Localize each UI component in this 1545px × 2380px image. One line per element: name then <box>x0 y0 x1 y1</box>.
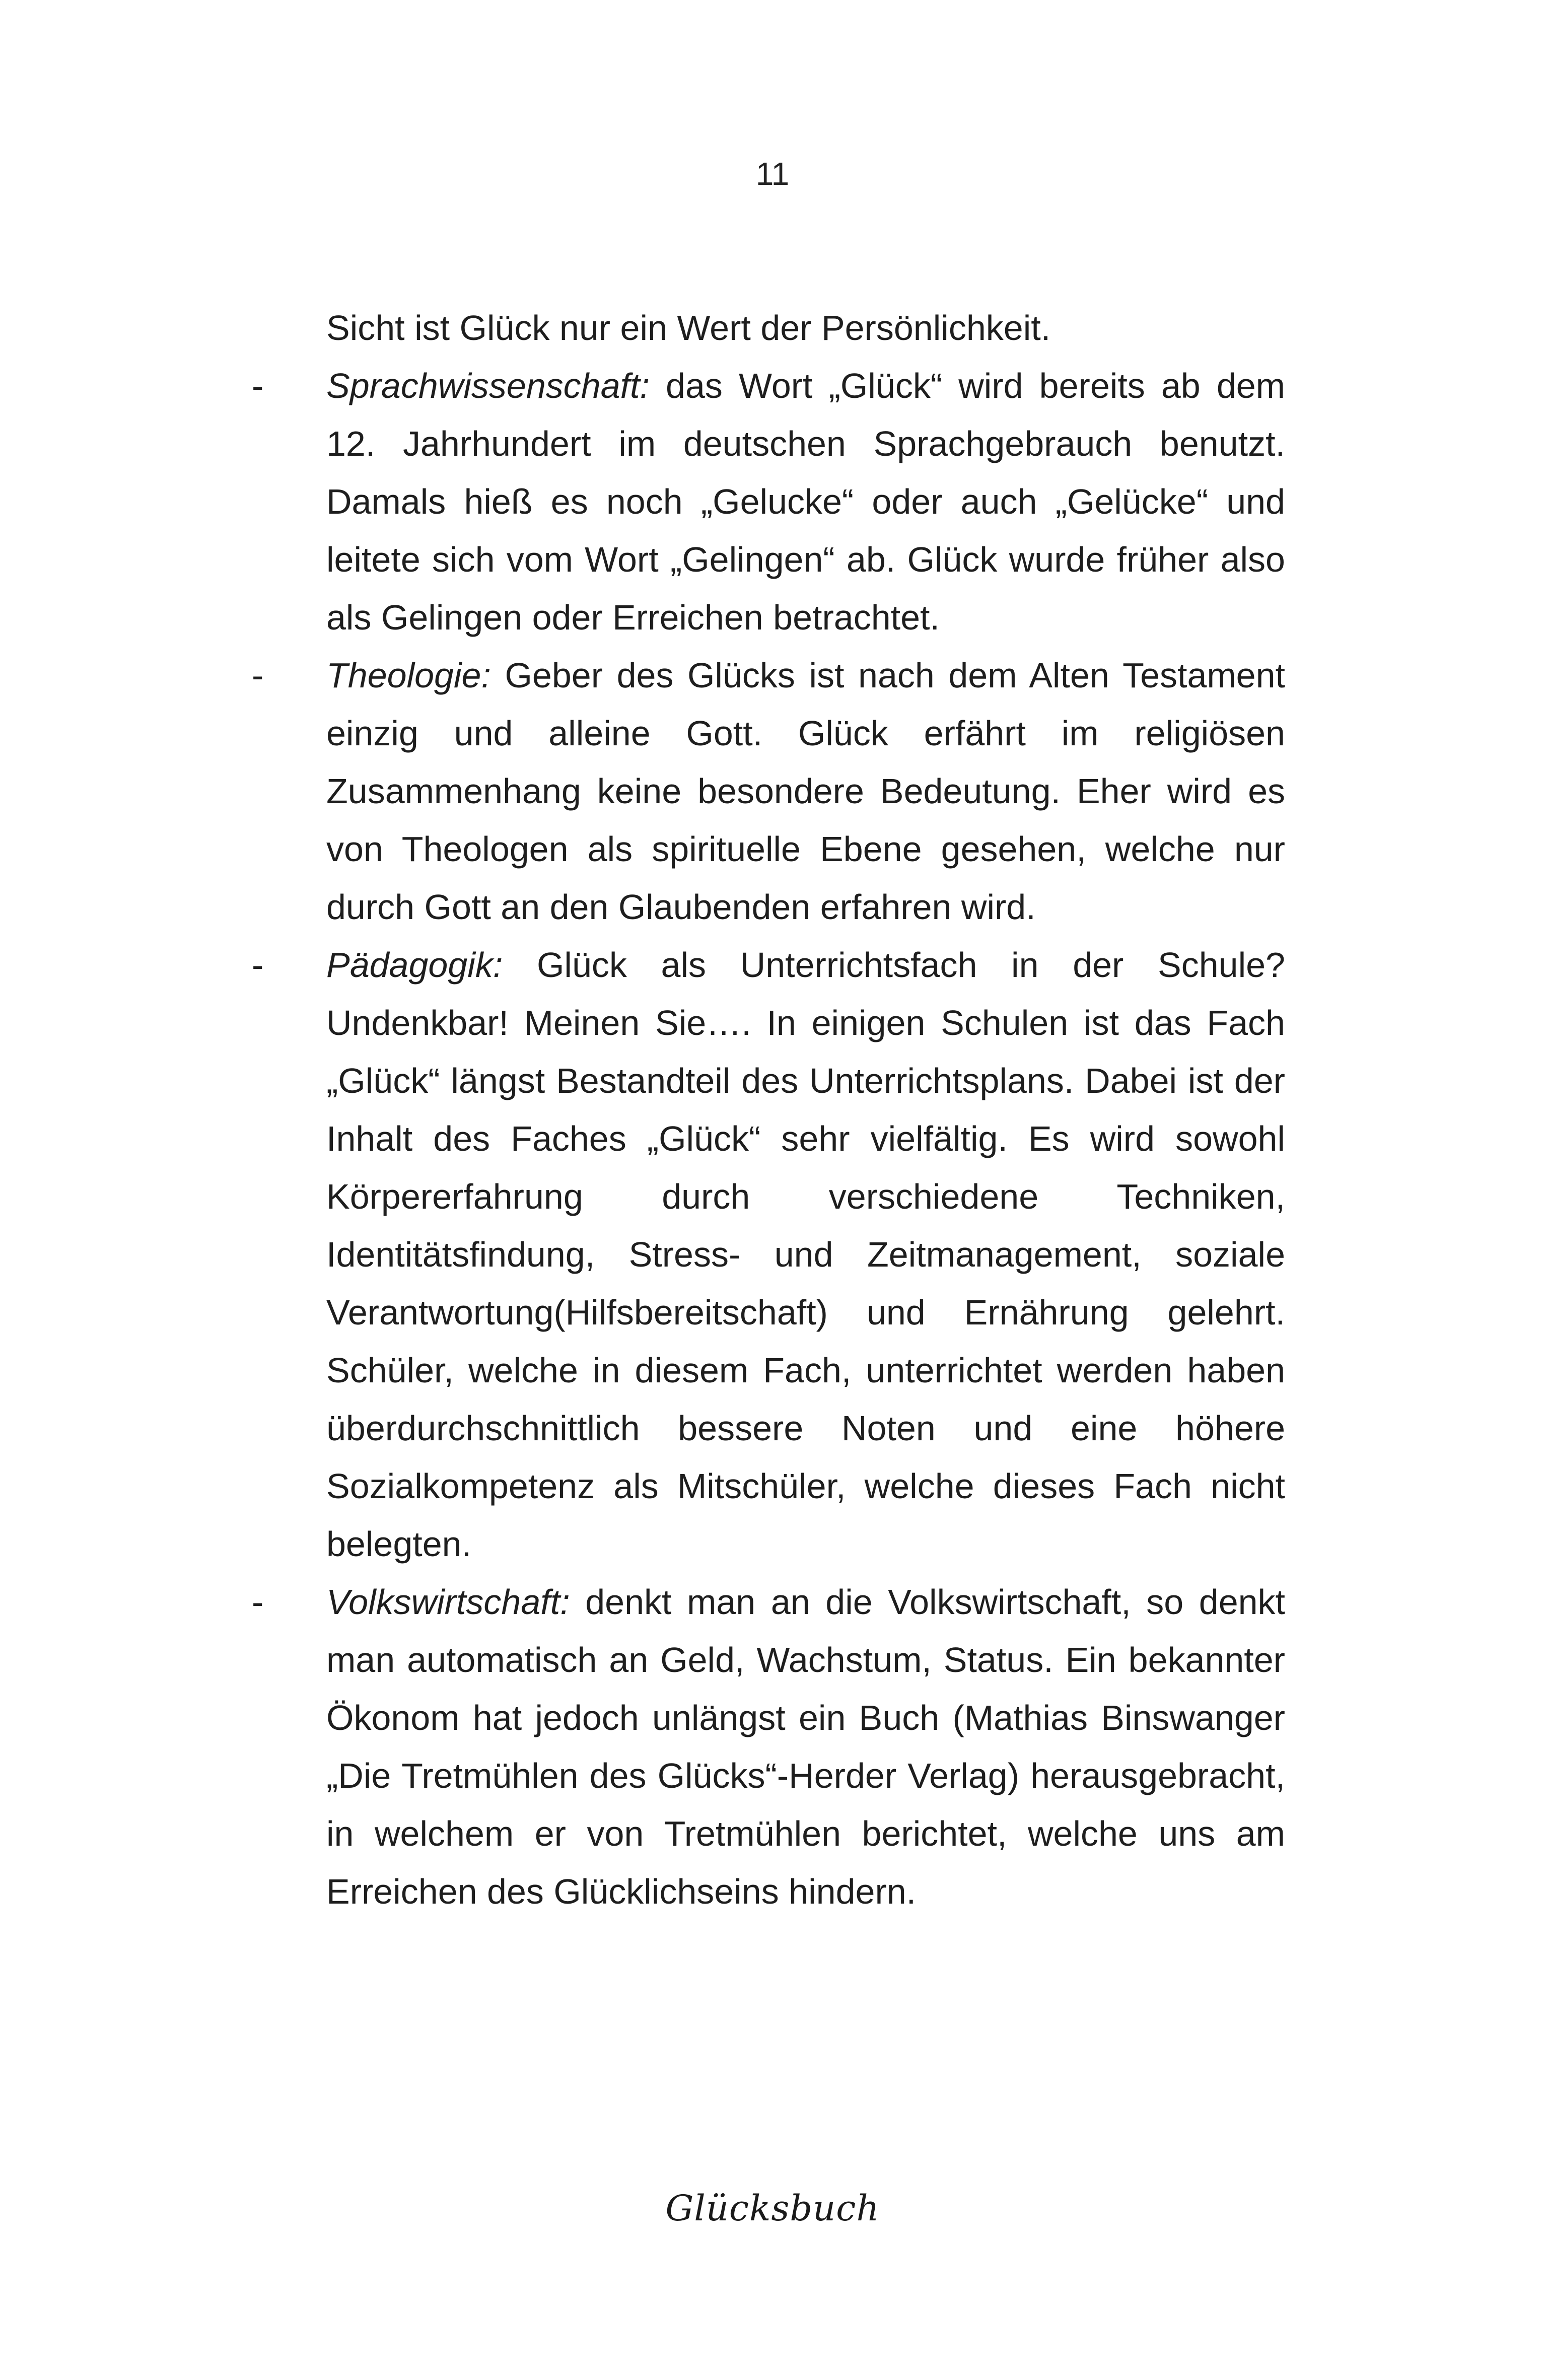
list-item-text: Geber des Glücks ist nach dem Alten Testament einzig und alleine Gott. Glück erfährt im religiösen Zusammenhang keine besondere Bedeutung. Eher wird es von Theologen als spirituelle Ebene gesehen, welche nur durch Gott an den Glaubenden erfahren wird. <box>326 656 1285 927</box>
footer-title: Glücksbuch <box>665 2188 880 2229</box>
list-item-text: das Wort „Glück“ wird bereits ab dem 12. Jahrhundert im deutschen Sprachgebrauch benutzt. Damals hieß es noch „Gelucke“ oder auch „Gelücke“ und leitete sich vom Wort „Gelingen“ ab. Glück wurde früher also als Gelingen oder Erreichen betrachtet. <box>326 366 1285 637</box>
continuation-paragraph: Sicht ist Glück nur ein Wert der Persönlichkeit. <box>326 308 1051 347</box>
list-item-sprachwissenschaft <box>326 357 1285 647</box>
list-item-volkswirtschaft <box>326 1573 1285 1921</box>
page-number: 11 <box>755 156 790 192</box>
list-item-theologie <box>326 647 1285 936</box>
body-text <box>326 299 1285 1921</box>
list-item-term: Sprachwissenschaft: <box>326 366 650 405</box>
list-item-term: Pädagogik: <box>326 945 503 985</box>
list-item-term: Volkswirtschaft: <box>326 1582 570 1622</box>
list-item-text: denkt man an die Volkswirtschaft, so denkt man automatisch an Geld, Wachstum, Status. Ein bekannter Ökonom hat jedoch unlängst ein Buch (Mathias Binswanger „Die Tretmühlen des Glücks“-Herder Verlag) herausgebracht, in welchem er von Tretmühlen berichtet, welche uns am Erreichen des Glücklichseins hindern. <box>326 1582 1285 1911</box>
list-item-text: Glück als Unterrichtsfach in der Schule? Undenkbar! Meinen Sie…. In einigen Schulen ist das Fach „Glück“ längst Bestandteil des Unterrichtsplans. Dabei ist der Inhalt des Faches „Glück“ sehr vielfältig. Es wird sowohl Körpererfahrung durch verschiedene Techniken, Identitätsfindung, Stress- und Zeitmanagement, soziale Verantwortung(Hilfsbereitschaft) und Ernährung gelehrt. Schüler, welche in diesem Fach, unterrichtet werden haben überdurchschnittlich bessere Noten und eine höhere Sozialkompetenz als Mitschüler, welche dieses Fach nicht belegten. <box>326 945 1285 1564</box>
list-item-term: Theologie: <box>326 656 491 695</box>
list-item-paedagogik <box>326 936 1285 1573</box>
